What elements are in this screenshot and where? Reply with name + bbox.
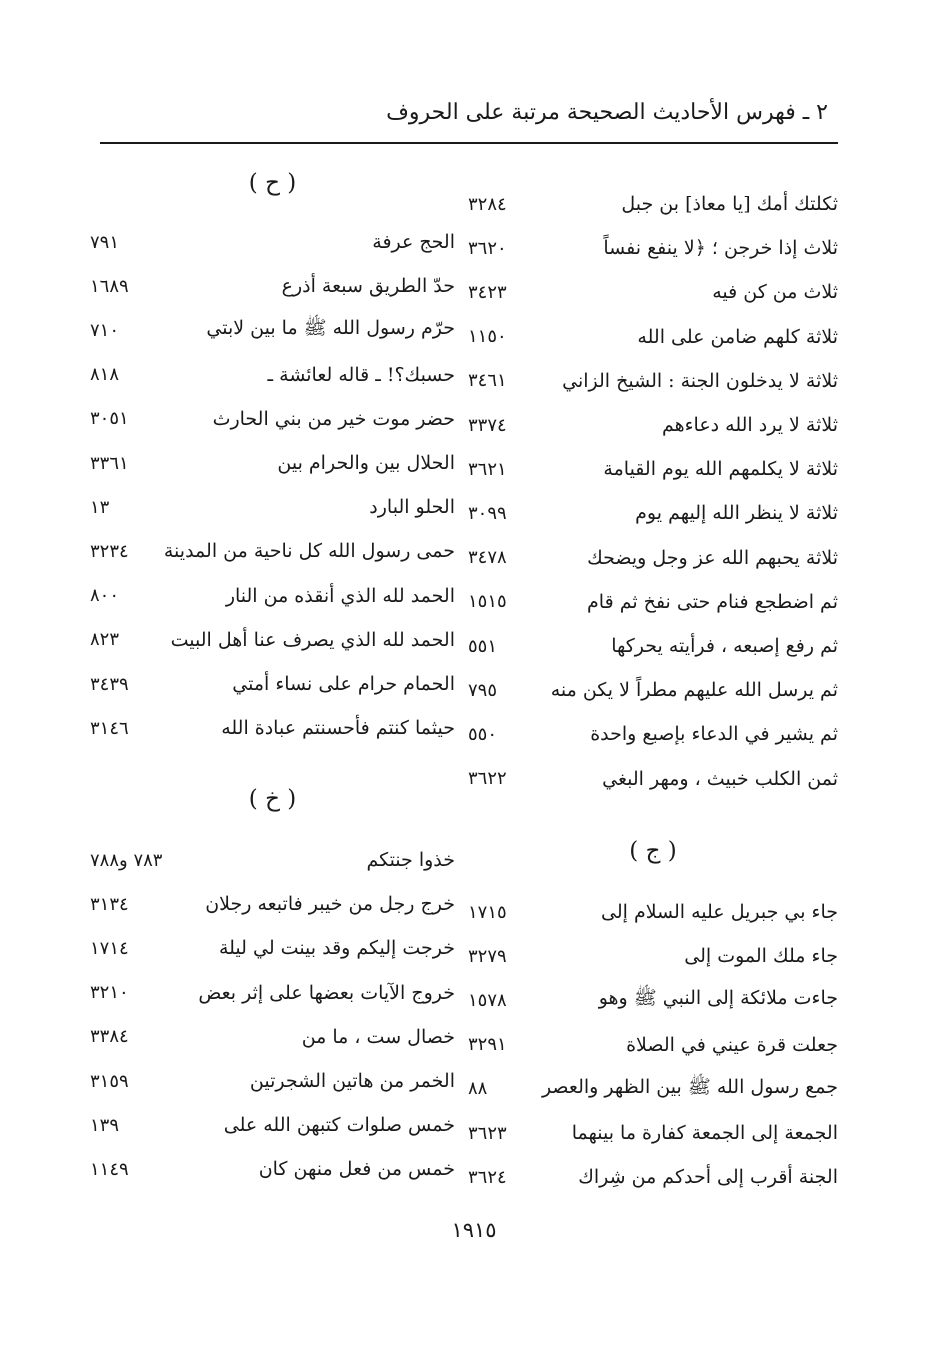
index-entry <box>468 714 838 754</box>
index-entry <box>468 317 838 357</box>
entry-number: ٣٤٦١ <box>468 370 507 392</box>
entry-text: جاء بي جبريل عليه السلام إلى <box>601 901 838 923</box>
section-heading-jeem: ( ج ) <box>629 838 677 864</box>
entry-number: ٣٠٥١ <box>90 408 129 430</box>
entry-text: حدّ الطريق سبعة أذرع <box>281 275 455 298</box>
entry-number: ١٦٨٩ <box>90 275 129 297</box>
index-entry <box>90 355 455 395</box>
entry-number: ٣١٤٦ <box>90 717 129 739</box>
entry-text: خذوا جنتكم <box>366 849 455 871</box>
entry-text: ثم رفع إصبعه ، فرأيته يحركها <box>611 635 838 657</box>
entry-number: ٣٦٢٠ <box>468 237 507 259</box>
entry-number: ٨٠٠ <box>90 585 120 607</box>
entry-text: ثم يشير في الدعاء بإصبع واحدة <box>590 723 838 746</box>
entry-number: ٣٣٧٤ <box>468 414 507 436</box>
entry-text: الحمد لله الذي أنقذه من النار <box>225 584 455 607</box>
entry-text: الحمام حرام على نساء أمتي <box>232 673 455 695</box>
entry-text: جمع رسول الله ﷺ بين الظهر والعصر <box>541 1075 838 1098</box>
index-entry <box>90 576 455 616</box>
entry-number: ١١٥٠ <box>468 326 507 348</box>
entry-number: ٣٤٣٩ <box>90 673 129 695</box>
entry-number: ٣٣٨٤ <box>90 1026 129 1048</box>
entry-number: ٧٩٥ <box>468 679 498 701</box>
entry-text: جاءت ملائكة إلى النبي ﷺ وهو <box>598 987 838 1010</box>
entry-number: ٣٦٢٢ <box>468 768 507 790</box>
index-entry <box>90 884 455 924</box>
entry-text: خصال ست ، ما من <box>301 1025 455 1048</box>
entry-number: ٧١٠ <box>90 319 120 341</box>
entry-text: حرّم رسول الله ﷺ ما بين لابتي <box>206 317 455 340</box>
entry-number: ١٧١٤ <box>90 937 129 959</box>
entry-text: ثلاثة لا يدخلون الجنة : الشيخ الزاني <box>562 369 838 392</box>
entry-text: حضر موت خير من بني الحارث <box>212 407 455 430</box>
index-entry <box>90 399 455 439</box>
entry-text: الجمعة إلى الجمعة كفارة ما بينهما <box>571 1122 838 1144</box>
entry-number: ١٥١٥ <box>468 591 507 613</box>
section-heading-kha: ( خ ) <box>248 786 297 812</box>
entry-number: ١١٤٩ <box>90 1158 129 1180</box>
entry-number: ٣٢٨٤ <box>468 193 507 215</box>
entry-number: ٣٤٢٣ <box>468 281 507 303</box>
index-entry <box>90 1105 455 1145</box>
index-entry <box>468 582 838 622</box>
entry-number: ٨٨ <box>468 1078 488 1100</box>
entry-number: ٣١٣٤ <box>90 893 129 915</box>
index-entry <box>468 670 838 710</box>
index-entry <box>90 531 455 571</box>
entry-number: ١٧١٥ <box>468 901 507 923</box>
entry-number: ٣٢٣٤ <box>90 540 129 562</box>
index-entry <box>468 361 838 401</box>
entry-text: خرجت إليكم وقد بينت لي ليلة <box>218 937 455 960</box>
entry-number: ١٣٩ <box>90 1114 120 1136</box>
entry-text: الجنة أقرب إلى أحدكم من شِراك <box>578 1166 838 1189</box>
entry-number: ٨٢٣ <box>90 629 120 651</box>
entry-text: الحج عرفة <box>372 231 455 253</box>
index-entry <box>468 228 838 268</box>
left-column <box>90 0 455 1359</box>
entry-text: خرج رجل من خيبر فاتبعه رجلان <box>205 893 455 916</box>
index-entry <box>90 487 455 527</box>
index-entry <box>468 1069 838 1109</box>
index-entry <box>90 620 455 660</box>
entry-text: ثم يرسل الله عليهم مطراً لا يكن منه <box>550 679 838 702</box>
index-entry <box>90 708 455 748</box>
entry-text: الحمد لله الذي يصرف عنا أهل البيت <box>170 628 455 651</box>
entry-number: ٣٦٢٤ <box>468 1166 507 1188</box>
index-entry <box>90 1149 455 1189</box>
entry-number: ٣٦٢١ <box>468 458 507 480</box>
entry-number: ٧٨٣ و٧٨٨ <box>90 849 163 871</box>
entry-number: ٥٥٠ <box>468 723 498 745</box>
entry-text: ثم اضطجع فنام حتى نفخ ثم قام <box>587 590 838 613</box>
entry-text: ثكلتك أمك [يا معاذ] بن جبل <box>621 193 838 215</box>
index-entry <box>468 936 838 976</box>
index-entry <box>468 493 838 533</box>
entry-number: ٣٣٦١ <box>90 452 129 474</box>
entry-text: الحلال بين والحرام بين <box>277 452 455 474</box>
index-entry <box>468 1025 838 1065</box>
entry-text: خروج الآيات بعضها على إثر بعض <box>198 981 455 1004</box>
entry-number: ٣٠٩٩ <box>468 502 507 524</box>
entry-number: ١٥٧٨ <box>468 989 507 1011</box>
index-entry <box>468 272 838 312</box>
entry-number: ٨١٨ <box>90 364 120 386</box>
index-entry <box>468 892 838 932</box>
page-header-title: ٢ ـ فهرس الأحاديث الصحيحة مرتبة على الحروف <box>386 100 828 125</box>
entry-text: جعلت قرة عيني في الصلاة <box>626 1033 838 1056</box>
right-column <box>468 0 838 1359</box>
entry-text: ثلاثة لا ينظر الله إليهم يوم <box>635 502 838 525</box>
index-entry <box>90 266 455 306</box>
index-entry <box>90 928 455 968</box>
index-entry <box>90 973 455 1013</box>
page-number: ١٩١٥ <box>451 1218 497 1242</box>
entry-number: ٣٢٩١ <box>468 1034 507 1056</box>
entry-text: ثلاثة يحبهم الله عز وجل ويضحك <box>587 546 838 569</box>
entry-text: ثلاث إذا خرجن ؛ ﴿لا ينفع نفساً <box>603 237 838 260</box>
entry-number: ٧٩١ <box>90 231 120 253</box>
index-entry <box>468 626 838 666</box>
entry-number: ٣٢١٠ <box>90 982 129 1004</box>
index-entry <box>90 1017 455 1057</box>
index-entry <box>90 443 455 483</box>
entry-text: حسبك؟! ـ قاله لعائشة ـ <box>267 363 455 386</box>
index-entry <box>468 980 838 1020</box>
entry-text: ثلاثة لا يكلمهم الله يوم القيامة <box>603 458 838 481</box>
entry-text: ثمن الكلب خبيث ، ومهر البغي <box>602 767 838 790</box>
entry-text: الحلو البارد <box>369 496 455 519</box>
section-heading-ha: ( ح ) <box>248 170 297 196</box>
entry-text: ثلاث من كن فيه <box>712 281 838 304</box>
entry-number: ٣٢٧٩ <box>468 945 507 967</box>
index-entry <box>468 759 838 799</box>
index-entry <box>90 1061 455 1101</box>
index-entry <box>468 1113 838 1153</box>
index-entry <box>468 405 838 445</box>
index-entry <box>468 184 838 224</box>
index-entry <box>468 449 838 489</box>
entry-text: حمى رسول الله كل ناحية من المدينة <box>163 540 455 563</box>
index-entry <box>90 840 455 880</box>
entry-text: خمس صلوات كتبهن الله على <box>223 1114 455 1137</box>
index-entry <box>90 310 455 350</box>
index-entry <box>468 1157 838 1197</box>
index-entry <box>90 222 455 262</box>
entry-text: حيثما كنتم فأحسنتم عبادة الله <box>221 717 455 740</box>
index-entry <box>90 664 455 704</box>
entry-text: ثلاثة لا يرد الله دعاءهم <box>661 414 838 436</box>
entry-number: ١٣ <box>90 496 110 518</box>
entry-number: ٣٦٢٣ <box>468 1122 507 1144</box>
index-entry <box>468 538 838 578</box>
entry-text: جاء ملك الموت إلى <box>684 945 838 968</box>
entry-text: خمس من فعل منهن كان <box>258 1158 455 1181</box>
entry-number: ٣٤٧٨ <box>468 547 507 569</box>
entry-text: الخمر من هاتين الشجرتين <box>249 1070 455 1092</box>
entry-number: ٥٥١ <box>468 635 498 657</box>
entry-text: ثلاثة كلهم ضامن على الله <box>637 325 838 348</box>
entry-number: ٣١٥٩ <box>90 1070 129 1092</box>
